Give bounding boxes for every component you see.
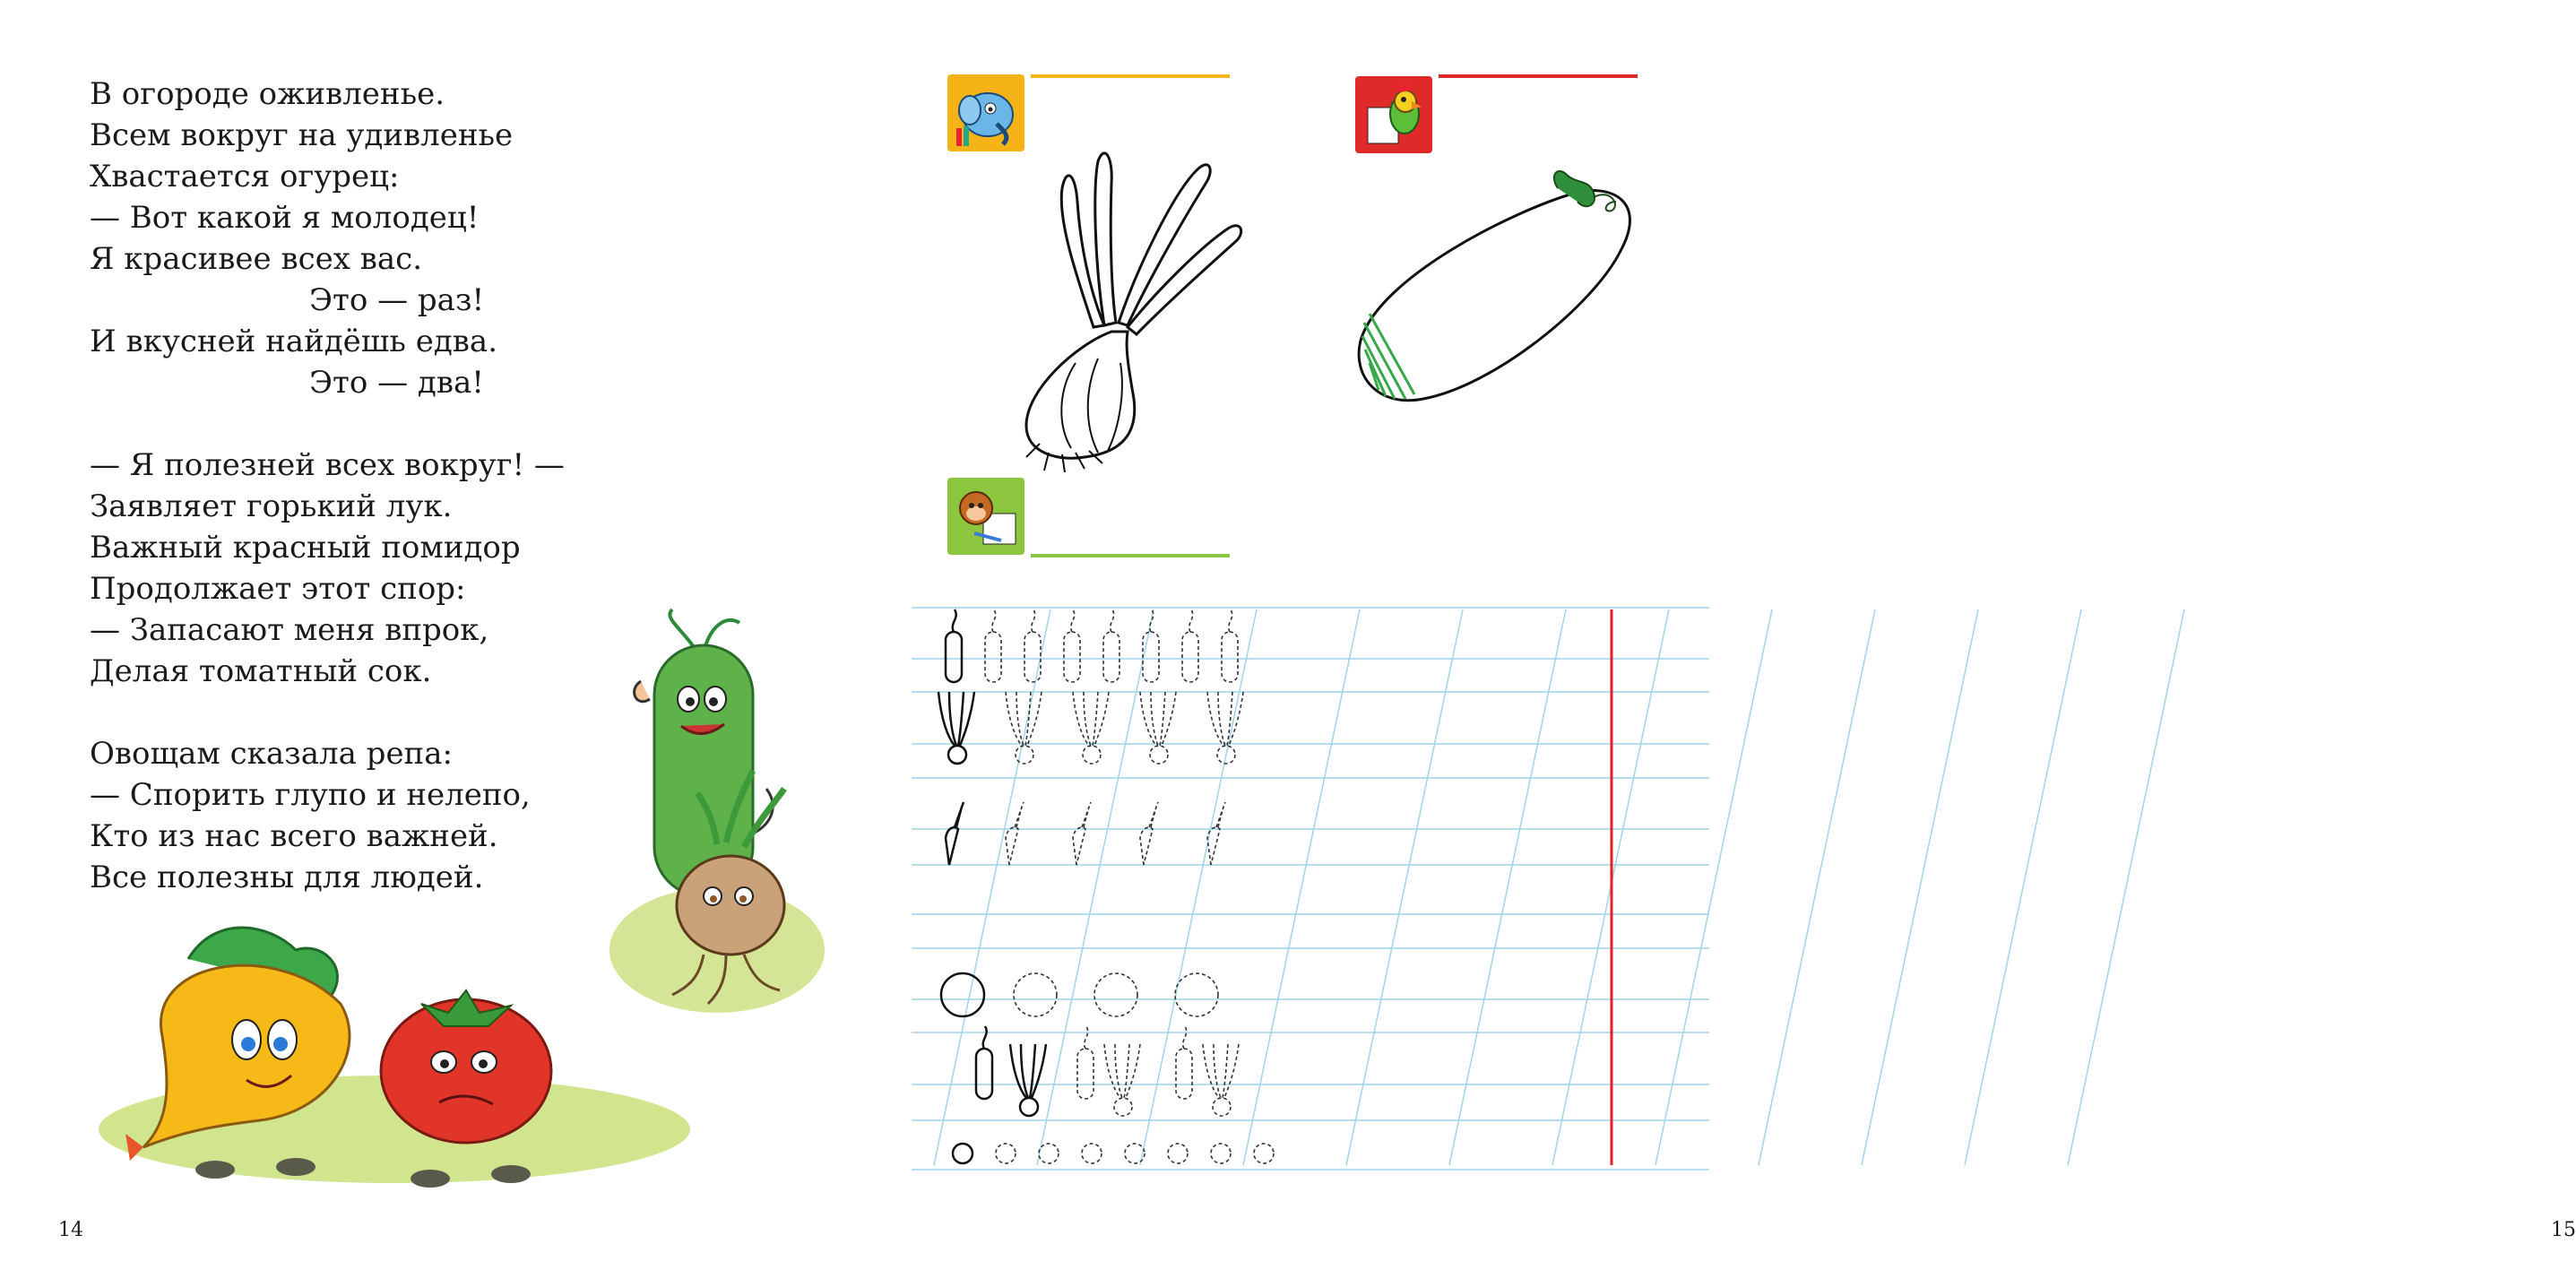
onion-bulb-stencil bbox=[1114, 1098, 1132, 1116]
onion-leaves-stencil bbox=[1073, 692, 1109, 746]
carrot-stencil bbox=[1140, 827, 1153, 865]
circle-stencil bbox=[1094, 973, 1137, 1016]
poem-text bbox=[90, 73, 627, 939]
onion-leaves-stencil bbox=[1140, 692, 1176, 746]
small-circle-stencil bbox=[1125, 1144, 1145, 1163]
cucumber-stem bbox=[983, 1026, 987, 1049]
onion-leaves-stencil bbox=[1104, 1044, 1140, 1098]
onion-bulb-stencil bbox=[1213, 1098, 1231, 1116]
cucumber-stem bbox=[1229, 609, 1232, 632]
cucumber-stencil bbox=[1064, 632, 1080, 682]
slant-line bbox=[1655, 609, 1772, 1165]
carrot-top bbox=[955, 802, 964, 827]
slant-line bbox=[1243, 609, 1360, 1165]
small-circle-stencil bbox=[1168, 1144, 1188, 1163]
cucumber-stencil bbox=[1176, 1049, 1192, 1099]
slant-line bbox=[1140, 609, 1257, 1165]
carrot-stencil bbox=[1006, 827, 1018, 865]
poem-line: Это — раз! bbox=[309, 282, 485, 318]
cucumber-outline-drawing bbox=[1343, 170, 1665, 412]
onion-leaves-stencil bbox=[1010, 1044, 1046, 1098]
poem-line: — Вот какой я молодец! bbox=[90, 200, 480, 236]
poem-line: — Запасают меня впрок, bbox=[90, 612, 489, 648]
monkey-writing-icon bbox=[947, 478, 1024, 555]
onion-bulb-stencil bbox=[1020, 1098, 1038, 1116]
poem-line: Все полезны для людей. bbox=[90, 860, 484, 895]
cucumber-stem bbox=[1085, 1026, 1088, 1049]
poem-stanza bbox=[90, 733, 627, 898]
cucumber-stencil bbox=[976, 1049, 992, 1099]
carrot-stencil bbox=[1073, 827, 1085, 865]
poem-line: Я красивее всех вас. bbox=[90, 241, 422, 277]
cucumber-stem bbox=[1071, 609, 1075, 632]
cucumber-stencil bbox=[946, 632, 962, 682]
cucumber-stencil bbox=[1222, 632, 1238, 682]
cucumber-stencil bbox=[1182, 632, 1198, 682]
circle-stencil bbox=[1014, 973, 1057, 1016]
task-1-colored-line bbox=[1031, 74, 1230, 78]
onion-bulb-stencil bbox=[1150, 746, 1168, 764]
poem-line: Продолжает этот спор: bbox=[90, 571, 466, 607]
carrot-top bbox=[1149, 802, 1158, 827]
page-number-left: 14 bbox=[58, 1219, 83, 1241]
carrot-top bbox=[1082, 802, 1091, 827]
poem-line: — Спорить глупо и нелепо, bbox=[90, 777, 531, 813]
elephant-coloring-icon bbox=[947, 74, 1024, 151]
slant-line bbox=[1346, 609, 1463, 1165]
onion-bulb-stencil bbox=[1016, 746, 1033, 764]
small-circle-stencil bbox=[996, 1144, 1016, 1163]
slant-line bbox=[1862, 609, 1978, 1165]
cucumber-stencil bbox=[1143, 632, 1159, 682]
slant-line bbox=[2068, 609, 2184, 1165]
cucumber-stem bbox=[992, 609, 996, 632]
circle-stencil bbox=[1175, 973, 1218, 1016]
poem-line: В огороде оживленье. bbox=[90, 76, 445, 112]
carrot-top bbox=[1216, 802, 1225, 827]
cucumber-stem bbox=[1189, 609, 1193, 632]
slant-line bbox=[1965, 609, 2081, 1165]
poem-line: Кто из нас всего важней. bbox=[90, 818, 498, 854]
handwriting-practice-grid bbox=[912, 574, 1709, 1183]
turnip-tomato-illustration bbox=[90, 905, 717, 1210]
onion-bulb-stencil bbox=[1083, 746, 1101, 764]
slant-line bbox=[1449, 609, 1566, 1165]
small-circle-stencil bbox=[1039, 1144, 1059, 1163]
circle-stencil bbox=[941, 973, 984, 1016]
poem-line: — Я полезней всех вокруг! — bbox=[90, 447, 565, 483]
poem-line: Заявляет горький лук. bbox=[90, 488, 453, 524]
carrot-stencil bbox=[946, 827, 958, 865]
cucumber-stencil bbox=[985, 632, 1001, 682]
poem-line: Делая томатный сок. bbox=[90, 653, 432, 689]
poem-stanza bbox=[90, 73, 627, 403]
slant-line bbox=[1037, 609, 1154, 1165]
onion-leaves-stencil bbox=[938, 692, 974, 746]
carrot-top bbox=[1015, 802, 1024, 827]
poem-line: Важный красный помидор bbox=[90, 530, 521, 566]
poem-line: Это — два! bbox=[309, 365, 484, 401]
onion-outline-drawing bbox=[1022, 148, 1273, 453]
poem-line: Всем вокруг на удивленье bbox=[90, 117, 514, 153]
cucumber-stem bbox=[1183, 1026, 1187, 1049]
small-circle-stencil bbox=[953, 1144, 972, 1163]
cucumber-stencil bbox=[1103, 632, 1119, 682]
cucumber-stencil bbox=[1077, 1049, 1094, 1099]
cucumber-stem bbox=[953, 609, 956, 632]
poem-stanza bbox=[90, 445, 627, 692]
parrot-drawing-icon bbox=[1355, 76, 1432, 153]
poem-line: Хвастается огурец: bbox=[90, 159, 400, 194]
small-circle-stencil bbox=[1254, 1144, 1274, 1163]
cucumber-stem bbox=[1111, 609, 1114, 632]
task-3-colored-line bbox=[1031, 554, 1230, 557]
right-page bbox=[874, 0, 2576, 1270]
onion-leaves-stencil bbox=[1203, 1044, 1239, 1098]
poem-line: И вкусней найдёшь едва. bbox=[90, 324, 497, 359]
small-circle-stencil bbox=[1211, 1144, 1231, 1163]
carrot-stencil bbox=[1207, 827, 1220, 865]
task-2-colored-line bbox=[1439, 74, 1638, 78]
slant-line bbox=[1759, 609, 1875, 1165]
left-page bbox=[0, 0, 874, 1270]
cucumber-stencil bbox=[1024, 632, 1041, 682]
onion-bulb-stencil bbox=[948, 746, 966, 764]
page-number-right: 15 bbox=[2551, 1219, 2576, 1241]
cucumber-stem bbox=[1032, 609, 1035, 632]
poem-line: Овощам сказала репа: bbox=[90, 736, 453, 772]
small-circle-stencil bbox=[1082, 1144, 1102, 1163]
